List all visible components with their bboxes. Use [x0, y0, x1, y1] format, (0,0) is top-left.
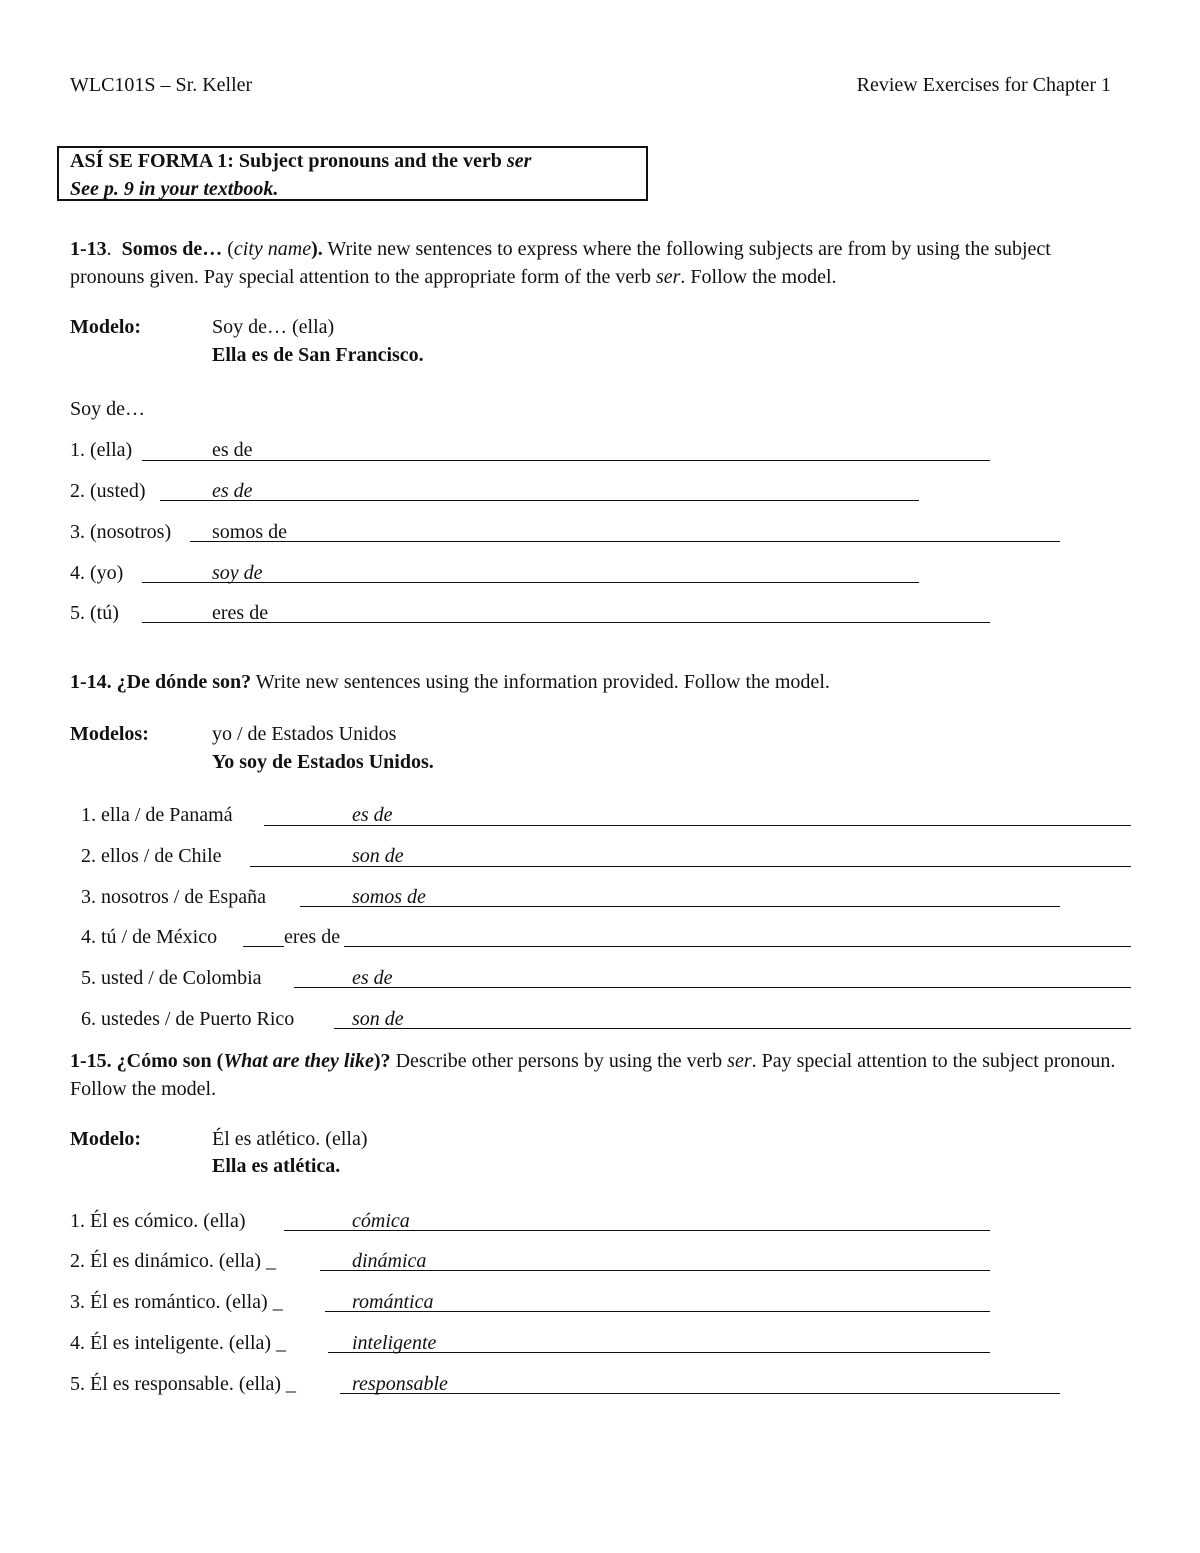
- ex14-item-1-answer: es de: [352, 804, 393, 826]
- ex13-number: 1-13: [70, 238, 107, 260]
- ex13-title: Somos de…: [121, 238, 223, 260]
- box-line-1: [70, 150, 531, 173]
- ex14-item-3-prompt: 3. nosotros / de España: [81, 886, 266, 908]
- ex13-item-1-blank[interactable]: [142, 460, 990, 461]
- ex15-number: 1-15.: [70, 1050, 112, 1072]
- box-reference: See p. 9 in your textbook.: [70, 178, 279, 200]
- ex14-item-4-answer: eres de: [284, 926, 344, 949]
- ex15-title-end: )?: [373, 1050, 391, 1072]
- ex15-model-label: Modelo:: [70, 1128, 142, 1150]
- ex14-item-4-prompt: 4. tú / de México: [81, 926, 218, 948]
- ex14-item-6-blank[interactable]: [334, 1028, 1131, 1029]
- ex14-number: 1-14.: [70, 671, 112, 693]
- ex14-item-5-blank[interactable]: [294, 987, 1131, 988]
- ex13-paren-close: ).: [311, 238, 323, 260]
- ex14-item-5-prompt: 5. usted / de Colombia: [81, 967, 262, 989]
- ex15-item-2-answer: dinámica: [352, 1250, 427, 1272]
- ex14-item-6-answer: son de: [352, 1008, 404, 1030]
- ex15-item-2-prompt: 2. Él es dinámico. (ella) _: [70, 1250, 277, 1272]
- ex13-model-prompt: Soy de… (ella): [212, 316, 335, 338]
- ex13-item-5-answer: eres de: [212, 602, 269, 624]
- ex14-model-prompt: yo / de Estados Unidos: [212, 723, 397, 745]
- ex13-instructions-end: . Follow the model.: [680, 266, 837, 288]
- ex13-item-3-blank[interactable]: [190, 541, 1060, 542]
- ex15-instructions-end: . Pay special attention to the subject pronoun. Follow the model.: [70, 1050, 1116, 1100]
- ex13-item-4-answer: soy de: [212, 562, 263, 584]
- ex15-item-4-answer: inteligente: [352, 1332, 437, 1354]
- ex15-item-3-answer: romántica: [352, 1291, 434, 1313]
- ex15-item-1-answer: cómica: [352, 1210, 410, 1232]
- ex13-title-italic: city name: [233, 238, 312, 260]
- ex14-item-2-answer: son de: [352, 845, 404, 867]
- ex13-verb: ser: [655, 266, 681, 288]
- ex15-item-5-blank[interactable]: [340, 1393, 1060, 1394]
- ex15-title: ¿Cómo son (: [116, 1050, 224, 1072]
- box-title: ASÍ SE FORMA 1: Subject pronouns and the verb: [70, 150, 507, 172]
- ex15-item-3-prompt: 3. Él es romántico. (ella) _: [70, 1291, 283, 1313]
- ex14-item-5-answer: es de: [352, 967, 393, 989]
- ex13-item-1-prompt: 1. (ella): [70, 439, 133, 461]
- ex13-model-label: Modelo:: [70, 316, 142, 338]
- ex13-paren-open: (: [227, 238, 234, 260]
- ex15-item-5-prompt: 5. Él es responsable. (ella) _: [70, 1373, 297, 1395]
- ex13-item-2-blank[interactable]: [160, 500, 919, 501]
- ex15-model-prompt: Él es atlético. (ella): [212, 1128, 368, 1150]
- ex15-verb: ser: [727, 1050, 752, 1072]
- ex14-item-3-answer: somos de: [352, 886, 426, 908]
- ex13-model-answer: Ella es de San Francisco.: [212, 344, 424, 366]
- ex13-item-2-answer: es de: [212, 480, 253, 502]
- ex13-item-2-prompt: 2. (usted): [70, 480, 146, 502]
- ex14-item-2-prompt: 2. ellos / de Chile: [81, 845, 222, 867]
- ex15-title-italic: What are they like: [223, 1050, 374, 1072]
- ex13-item-4-prompt: 4. (yo): [70, 562, 124, 584]
- ex14-item-1-prompt: 1. ella / de Panamá: [81, 804, 233, 826]
- ex14-item-4-blank[interactable]: [243, 946, 1131, 947]
- ex15-heading: [70, 1047, 1130, 1103]
- ex14-title: ¿De dónde son?: [116, 671, 252, 693]
- ex15-item-5-answer: responsable: [352, 1373, 448, 1395]
- ex13-instructions: Write new sentences to express where the following subjects are from by using the subject pronouns given. Pay special attention to the appropriate form of the verb: [70, 238, 1051, 288]
- ex15-item-1-prompt: 1. Él es cómico. (ella): [70, 1210, 246, 1232]
- ex14-instructions: Write new sentences using the information provided. Follow the model.: [255, 671, 830, 693]
- header-title: Review Exercises for Chapter 1: [856, 74, 1111, 96]
- ex14-item-1-blank[interactable]: [264, 825, 1131, 826]
- ex13-lead: Soy de…: [70, 398, 145, 420]
- ex15-model-answer: Ella es atlética.: [212, 1155, 341, 1177]
- ex13-heading: 1-13. Somos de… (city name). Write new sentences to express where the following subjects are from by using the subject pronouns given. Pay special attention to the appropriate form of the verb ser. Follow the model.: [70, 238, 1051, 288]
- ex14-heading: [70, 668, 1130, 696]
- ex13-item-1-answer: es de: [212, 439, 253, 461]
- ex13-item-5-blank[interactable]: [142, 622, 990, 623]
- ex14-model-answer: Yo soy de Estados Unidos.: [212, 751, 434, 773]
- ex13-item-3-prompt: 3. (nosotros): [70, 521, 172, 543]
- box-title-verb: ser: [506, 150, 532, 172]
- ex13-item-3-answer: somos de: [212, 521, 287, 543]
- ex14-item-6-prompt: 6. ustedes / de Puerto Rico: [81, 1008, 295, 1030]
- ex14-model-label: Modelos:: [70, 723, 149, 745]
- header-course: WLC101S – Sr. Keller: [70, 74, 253, 96]
- ex13-item-5-prompt: 5. (tú): [70, 602, 119, 624]
- ex15-instructions: Describe other persons by using the verb: [395, 1050, 728, 1072]
- ex15-item-4-prompt: 4. Él es inteligente. (ella) _: [70, 1332, 287, 1354]
